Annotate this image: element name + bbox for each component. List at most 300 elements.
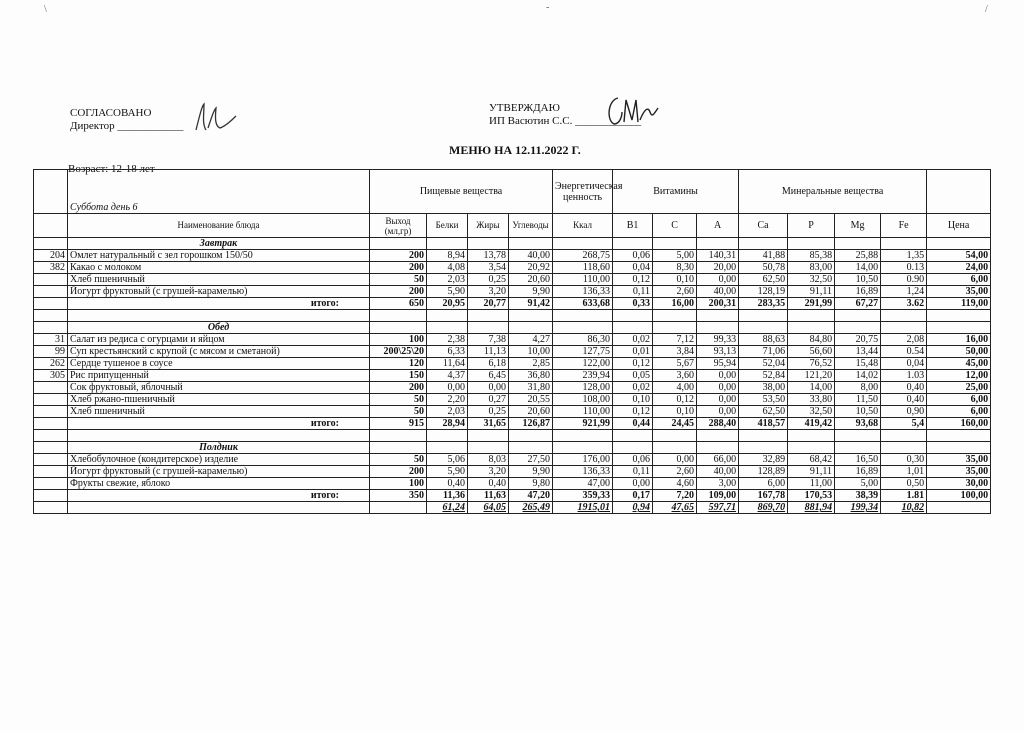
dish-header: Наименование блюда <box>68 214 370 238</box>
mg-header: Mg <box>835 214 881 238</box>
dish-fe: 0.54 <box>881 346 927 358</box>
approval-left-role: Директор ____________ <box>70 120 184 132</box>
dish-name: Хлебобулочное (кондитерское) изделие <box>68 454 370 466</box>
dish-a: 0,00 <box>697 394 739 406</box>
empty-cell <box>927 322 991 334</box>
total-kcal: 633,68 <box>553 298 613 310</box>
dish-row <box>34 406 991 418</box>
dish-mg: 16,89 <box>835 286 881 298</box>
total-output: 915 <box>370 418 427 430</box>
dish-a: 3,00 <box>697 478 739 490</box>
no-cell <box>34 238 68 250</box>
dish-p: 91,11 <box>788 286 835 298</box>
dish-b1: 0,12 <box>613 274 653 286</box>
dish-mg: 8,00 <box>835 382 881 394</box>
dish-p: 83,00 <box>788 262 835 274</box>
dish-ca: 88,63 <box>739 334 788 346</box>
dish-carb: 20,55 <box>509 394 553 406</box>
empty-cell <box>739 430 788 442</box>
no-cell <box>34 418 68 430</box>
dish-p: 56,60 <box>788 346 835 358</box>
total-fe: 5,4 <box>881 418 927 430</box>
dish-name: Рис припущенный <box>68 370 370 382</box>
dish-b1: 0,10 <box>613 394 653 406</box>
fat-header: Жиры <box>468 214 509 238</box>
dish-b1: 0,06 <box>613 454 653 466</box>
c-header: С <box>653 214 697 238</box>
dish-c: 5,67 <box>653 358 697 370</box>
dish-fe: 0,40 <box>881 394 927 406</box>
dish-price: 16,00 <box>927 334 991 346</box>
dish-a: 40,00 <box>697 466 739 478</box>
section-title: Завтрак <box>68 238 370 250</box>
recipe-number <box>34 466 68 478</box>
dish-b1: 0,02 <box>613 334 653 346</box>
total-mg: 38,39 <box>835 490 881 502</box>
dish-output: 200 <box>370 286 427 298</box>
dish-mg: 14,00 <box>835 262 881 274</box>
dish-name: Йогурт фруктовый (с грушей-карамелью) <box>68 286 370 298</box>
section-title: Обед <box>68 322 370 334</box>
dish-name: Сердце тушеное в соусе <box>68 358 370 370</box>
total-row <box>34 418 991 430</box>
recipe-number: 262 <box>34 358 68 370</box>
approval-left-label: СОГЛАСОВАНО <box>70 107 152 119</box>
total-c: 16,00 <box>653 298 697 310</box>
dish-b1: 0,12 <box>613 358 653 370</box>
dish-prot: 0,00 <box>427 382 468 394</box>
dish-fat: 6,45 <box>468 370 509 382</box>
dish-output: 200 <box>370 466 427 478</box>
dish-c: 4,00 <box>653 382 697 394</box>
empty-cell <box>739 238 788 250</box>
grand-total-price <box>927 502 991 514</box>
empty-cell <box>697 322 739 334</box>
empty-cell <box>788 442 835 454</box>
empty-cell <box>881 442 927 454</box>
dish-row <box>34 286 991 298</box>
empty-cell <box>613 430 653 442</box>
total-ca: 167,78 <box>739 490 788 502</box>
dish-c: 0,10 <box>653 406 697 418</box>
recipe-number <box>34 382 68 394</box>
total-row <box>34 490 991 502</box>
dish-prot: 2,03 <box>427 406 468 418</box>
dish-prot: 4,08 <box>427 262 468 274</box>
dish-ca: 38,00 <box>739 382 788 394</box>
empty-cell <box>553 442 613 454</box>
dish-carb: 36,80 <box>509 370 553 382</box>
total-kcal: 359,33 <box>553 490 613 502</box>
dish-kcal: 118,60 <box>553 262 613 274</box>
empty-cell <box>835 322 881 334</box>
empty-cell <box>468 430 509 442</box>
dish-ca: 62,50 <box>739 406 788 418</box>
dish-ca: 53,50 <box>739 394 788 406</box>
total-price: 119,00 <box>927 298 991 310</box>
dish-p: 91,11 <box>788 466 835 478</box>
grand-total-carb: 265,49 <box>509 502 553 514</box>
total-price: 100,00 <box>927 490 991 502</box>
dish-b1: 0,06 <box>613 250 653 262</box>
grand-total-a: 597,71 <box>697 502 739 514</box>
dish-p: 11,00 <box>788 478 835 490</box>
a-header: А <box>697 214 739 238</box>
empty-cell <box>739 322 788 334</box>
dish-c: 3,60 <box>653 370 697 382</box>
dish-p: 121,20 <box>788 370 835 382</box>
dish-ca: 50,78 <box>739 262 788 274</box>
output-header: Выход (мл,гр) <box>370 214 427 238</box>
dish-a: 0,00 <box>697 370 739 382</box>
empty-cell <box>509 442 553 454</box>
total-b1: 0,17 <box>613 490 653 502</box>
dish-output: 200 <box>370 250 427 262</box>
dish-name: Какао с молоком <box>68 262 370 274</box>
dish-output: 200 <box>370 262 427 274</box>
price-group-cell <box>927 170 991 214</box>
total-output: 350 <box>370 490 427 502</box>
dish-price: 50,00 <box>927 346 991 358</box>
nutrients-header: Пищевые вещества <box>370 170 553 214</box>
dish-prot: 11,64 <box>427 358 468 370</box>
recipe-number <box>34 394 68 406</box>
scan-speck: - <box>546 2 550 13</box>
dish-price: 35,00 <box>927 466 991 478</box>
dish-fat: 0,25 <box>468 274 509 286</box>
dish-price: 45,00 <box>927 358 991 370</box>
dish-prot: 5,90 <box>427 286 468 298</box>
dish-fe: 0,30 <box>881 454 927 466</box>
total-c: 7,20 <box>653 490 697 502</box>
dish-name: Хлеб пшеничный <box>68 274 370 286</box>
dish-price: 24,00 <box>927 262 991 274</box>
approver-signature <box>604 92 662 130</box>
dish-b1: 0,05 <box>613 370 653 382</box>
dish-row <box>34 346 991 358</box>
total-price: 160,00 <box>927 418 991 430</box>
total-label: итого: <box>68 298 370 310</box>
total-mg: 67,27 <box>835 298 881 310</box>
recipe-number: 31 <box>34 334 68 346</box>
empty-cell <box>509 310 553 322</box>
dish-carb: 20,60 <box>509 274 553 286</box>
empty-cell <box>427 310 468 322</box>
price-header: Цена <box>927 214 991 238</box>
recipe-number <box>34 286 68 298</box>
dish-name: Йогурт фруктовый (с грушей-карамелью) <box>68 466 370 478</box>
empty-cell <box>509 322 553 334</box>
recipe-number: 204 <box>34 250 68 262</box>
grand-total-fat: 64,05 <box>468 502 509 514</box>
dish-fe: 1,35 <box>881 250 927 262</box>
dish-fat: 0,40 <box>468 478 509 490</box>
minerals-header: Минеральные вещества <box>739 170 927 214</box>
dish-row <box>34 250 991 262</box>
dish-c: 0,00 <box>653 454 697 466</box>
empty-cell <box>370 238 427 250</box>
dish-fe: 0.90 <box>881 274 927 286</box>
dish-kcal: 127,75 <box>553 346 613 358</box>
director-signature <box>190 100 240 136</box>
empty-cell <box>553 430 613 442</box>
dish-kcal: 176,00 <box>553 454 613 466</box>
dish-p: 32,50 <box>788 406 835 418</box>
fe-header: Fe <box>881 214 927 238</box>
grand-total-ca: 869,70 <box>739 502 788 514</box>
dish-fe: 2,08 <box>881 334 927 346</box>
dish-carb: 4,27 <box>509 334 553 346</box>
total-fat: 31,65 <box>468 418 509 430</box>
empty-cell <box>927 430 991 442</box>
total-fat: 11,63 <box>468 490 509 502</box>
dish-mg: 15,48 <box>835 358 881 370</box>
dish-b1: 0,11 <box>613 466 653 478</box>
empty-cell <box>788 238 835 250</box>
dish-price: 6,00 <box>927 406 991 418</box>
dish-row <box>34 370 991 382</box>
dish-b1: 0,01 <box>613 346 653 358</box>
empty-cell <box>697 310 739 322</box>
empty-cell <box>427 442 468 454</box>
empty-cell <box>739 442 788 454</box>
energy-header: Энергетическая ценность <box>553 170 613 214</box>
scan-speck: / <box>985 4 988 15</box>
empty-cell <box>697 238 739 250</box>
no-cell <box>34 502 68 514</box>
empty-cell <box>927 310 991 322</box>
vitamins-header: Витамины <box>613 170 739 214</box>
dish-b1: 0,04 <box>613 262 653 274</box>
dish-name: Хлеб пшеничный <box>68 406 370 418</box>
empty-cell <box>34 430 68 442</box>
dish-carb: 9,80 <box>509 478 553 490</box>
dish-output: 120 <box>370 358 427 370</box>
total-prot: 11,36 <box>427 490 468 502</box>
dish-kcal: 239,94 <box>553 370 613 382</box>
dish-mg: 13,44 <box>835 346 881 358</box>
dish-b1: 0,11 <box>613 286 653 298</box>
empty-cell <box>370 442 427 454</box>
total-kcal: 921,99 <box>553 418 613 430</box>
dish-output: 200 <box>370 382 427 394</box>
dish-row <box>34 274 991 286</box>
menu-title: МЕНЮ НА 12.11.2022 Г. <box>449 143 581 157</box>
dish-name: Омлет натуральный с зел горошком 150/50 <box>68 250 370 262</box>
empty-cell <box>34 310 68 322</box>
empty-cell <box>927 442 991 454</box>
carbs-header: Углеводы <box>509 214 553 238</box>
no-subheader-cell <box>34 214 68 238</box>
dish-c: 5,00 <box>653 250 697 262</box>
dish-c: 0,12 <box>653 394 697 406</box>
total-b1: 0,33 <box>613 298 653 310</box>
dish-output: 50 <box>370 394 427 406</box>
empty-cell <box>370 322 427 334</box>
dish-kcal: 122,00 <box>553 358 613 370</box>
dish-kcal: 110,00 <box>553 274 613 286</box>
recipe-number <box>34 274 68 286</box>
dish-prot: 2,03 <box>427 274 468 286</box>
total-mg: 93,68 <box>835 418 881 430</box>
empty-cell <box>881 310 927 322</box>
total-b1: 0,44 <box>613 418 653 430</box>
dish-p: 76,52 <box>788 358 835 370</box>
dish-price: 35,00 <box>927 454 991 466</box>
dish-fe: 0,90 <box>881 406 927 418</box>
dish-output: 100 <box>370 478 427 490</box>
b1-header: В1 <box>613 214 653 238</box>
dish-mg: 10,50 <box>835 406 881 418</box>
recipe-number <box>34 406 68 418</box>
empty-cell <box>370 430 427 442</box>
dish-fe: 1.03 <box>881 370 927 382</box>
recipe-number: 99 <box>34 346 68 358</box>
section-row <box>34 238 991 250</box>
dish-a: 66,00 <box>697 454 739 466</box>
dish-c: 7,12 <box>653 334 697 346</box>
dish-a: 20,00 <box>697 262 739 274</box>
total-carb: 47,20 <box>509 490 553 502</box>
recipe-number <box>34 478 68 490</box>
dish-prot: 5,06 <box>427 454 468 466</box>
dish-b1: 0,02 <box>613 382 653 394</box>
dish-carb: 31,80 <box>509 382 553 394</box>
dish-kcal: 268,75 <box>553 250 613 262</box>
dish-mg: 5,00 <box>835 478 881 490</box>
dish-row <box>34 454 991 466</box>
dish-kcal: 128,00 <box>553 382 613 394</box>
dish-fat: 0,25 <box>468 406 509 418</box>
dish-output: 200\25\20 <box>370 346 427 358</box>
dish-name: Хлеб ржано-пшеничный <box>68 394 370 406</box>
empty-cell <box>509 430 553 442</box>
total-ca: 418,57 <box>739 418 788 430</box>
grand-total-output <box>370 502 427 514</box>
kcal-header: Ккал <box>553 214 613 238</box>
empty-cell <box>881 322 927 334</box>
dish-p: 85,38 <box>788 250 835 262</box>
no-cell <box>34 442 68 454</box>
dish-mg: 20,75 <box>835 334 881 346</box>
dish-fat: 6,18 <box>468 358 509 370</box>
empty-cell <box>788 322 835 334</box>
dish-price: 54,00 <box>927 250 991 262</box>
empty-cell <box>653 442 697 454</box>
spacer-row <box>34 430 991 442</box>
empty-cell <box>653 430 697 442</box>
day-label: Суббота день 6 <box>68 170 370 214</box>
dish-row <box>34 478 991 490</box>
total-p: 291,99 <box>788 298 835 310</box>
dish-fat: 3,54 <box>468 262 509 274</box>
total-prot: 28,94 <box>427 418 468 430</box>
dish-price: 30,00 <box>927 478 991 490</box>
dish-c: 2,60 <box>653 466 697 478</box>
dish-fe: 0,40 <box>881 382 927 394</box>
total-a: 288,40 <box>697 418 739 430</box>
dish-a: 99,33 <box>697 334 739 346</box>
dish-output: 50 <box>370 274 427 286</box>
grand-total-label-cell <box>68 502 370 514</box>
section-row <box>34 322 991 334</box>
total-fe: 3.62 <box>881 298 927 310</box>
grand-total-p: 881,94 <box>788 502 835 514</box>
no-header-cell <box>34 170 68 214</box>
dish-prot: 2,38 <box>427 334 468 346</box>
dish-mg: 16,89 <box>835 466 881 478</box>
dish-a: 0,00 <box>697 274 739 286</box>
section-title: Полдник <box>68 442 370 454</box>
total-fat: 20,77 <box>468 298 509 310</box>
dish-mg: 10,50 <box>835 274 881 286</box>
recipe-number <box>34 454 68 466</box>
dish-fat: 11,13 <box>468 346 509 358</box>
dish-p: 68,42 <box>788 454 835 466</box>
total-p: 419,42 <box>788 418 835 430</box>
ca-header: Ca <box>739 214 788 238</box>
recipe-number: 305 <box>34 370 68 382</box>
dish-a: 0,00 <box>697 382 739 394</box>
total-a: 109,00 <box>697 490 739 502</box>
empty-cell <box>468 322 509 334</box>
total-a: 200,31 <box>697 298 739 310</box>
dish-ca: 128,89 <box>739 466 788 478</box>
dish-carb: 20,60 <box>509 406 553 418</box>
dish-carb: 10,00 <box>509 346 553 358</box>
dish-output: 100 <box>370 334 427 346</box>
empty-cell <box>370 310 427 322</box>
grand-total-kcal: 1915,01 <box>553 502 613 514</box>
dish-fat: 8,03 <box>468 454 509 466</box>
dish-mg: 16,50 <box>835 454 881 466</box>
dish-row <box>34 382 991 394</box>
dish-ca: 6,00 <box>739 478 788 490</box>
p-header: P <box>788 214 835 238</box>
dish-fat: 0,00 <box>468 382 509 394</box>
dish-prot: 0,40 <box>427 478 468 490</box>
dish-price: 6,00 <box>927 394 991 406</box>
dish-fe: 1,24 <box>881 286 927 298</box>
dish-a: 95,94 <box>697 358 739 370</box>
empty-cell <box>553 310 613 322</box>
empty-cell <box>613 310 653 322</box>
dish-row <box>34 334 991 346</box>
no-cell <box>34 490 68 502</box>
dish-mg: 14,02 <box>835 370 881 382</box>
dish-a: 0,00 <box>697 406 739 418</box>
dish-carb: 20,92 <box>509 262 553 274</box>
protein-header: Белки <box>427 214 468 238</box>
empty-cell <box>788 430 835 442</box>
dish-fat: 0,27 <box>468 394 509 406</box>
empty-cell <box>881 238 927 250</box>
dish-a: 40,00 <box>697 286 739 298</box>
empty-cell <box>653 238 697 250</box>
dish-kcal: 47,00 <box>553 478 613 490</box>
dish-c: 0,10 <box>653 274 697 286</box>
empty-cell <box>613 442 653 454</box>
dish-row <box>34 262 991 274</box>
total-fe: 1.81 <box>881 490 927 502</box>
dish-c: 8,30 <box>653 262 697 274</box>
dish-kcal: 86,30 <box>553 334 613 346</box>
empty-cell <box>553 238 613 250</box>
dish-prot: 5,90 <box>427 466 468 478</box>
total-carb: 91,42 <box>509 298 553 310</box>
empty-cell <box>468 238 509 250</box>
dish-ca: 62,50 <box>739 274 788 286</box>
